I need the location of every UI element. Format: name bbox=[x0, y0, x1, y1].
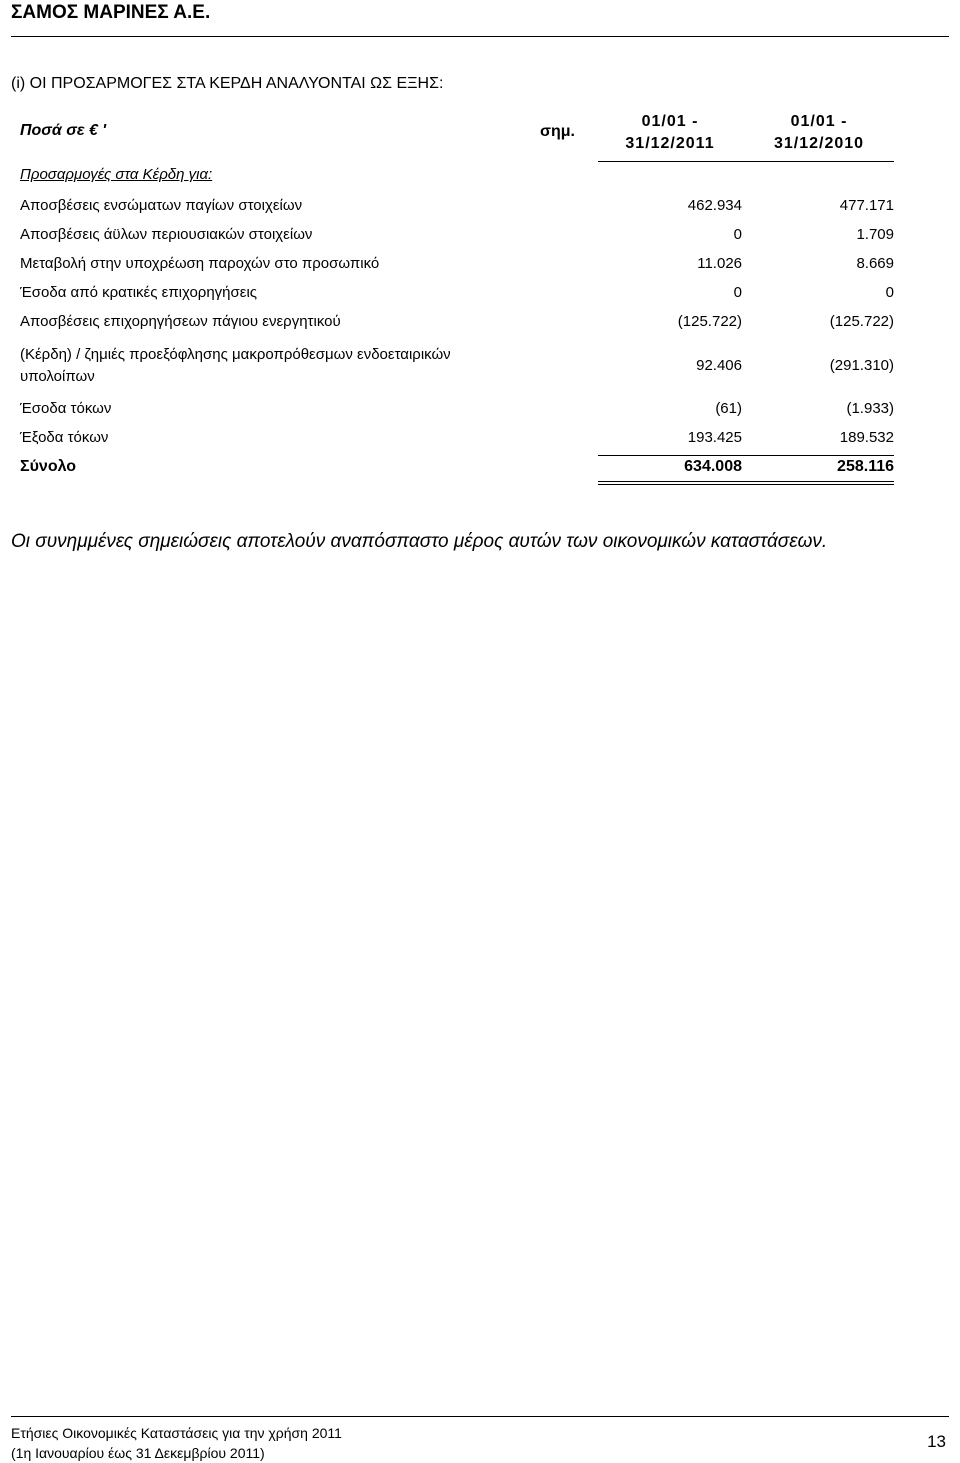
footer bbox=[11, 1423, 342, 1463]
total-double-rule-1 bbox=[598, 481, 894, 482]
row-value-2010: (125.722) bbox=[829, 313, 894, 330]
period-2011-header bbox=[598, 111, 742, 155]
period-2010-header bbox=[744, 111, 894, 155]
footer-line1: Ετήσιες Οικονομικές Καταστάσεις για την χρήση 2011 bbox=[11, 1425, 342, 1441]
row-label: Αποσβέσεις επιχορηγήσεων πάγιου ενεργητικού bbox=[20, 313, 341, 330]
row-value-2011: 0 bbox=[733, 284, 742, 301]
row-value-2011: 92.406 bbox=[696, 357, 742, 374]
row-value-2010: 1.709 bbox=[856, 226, 894, 243]
section-title: (i) ΟΙ ΠΡΟΣΑΡΜΟΓΕΣ ΣΤΑ ΚΕΡΔΗ ΑΝΑΛΥΟΝΤΑΙ ΩΣ ΕΞΗΣ: bbox=[11, 75, 444, 92]
row-label: Έσοδα τόκων bbox=[20, 400, 112, 417]
period-2010-header-line1: 01/01 - bbox=[790, 113, 848, 130]
header-divider bbox=[11, 36, 949, 37]
adjustments-heading: Προσαρμογές στα Κέρδη για: bbox=[20, 166, 213, 183]
row-value-2010: 477.171 bbox=[839, 197, 894, 214]
row-value-2010: (1.933) bbox=[846, 400, 894, 417]
row-label: Μεταβολή στην υποχρέωση παροχών στο προσωπικό bbox=[20, 255, 380, 272]
row-label: Αποσβέσεις άϋλων περιουσιακών στοιχείων bbox=[20, 226, 313, 243]
footer-line2: (1η Ιανουαρίου έως 31 Δεκεμβρίου 2011) bbox=[11, 1445, 265, 1461]
page-number: 13 bbox=[927, 1432, 946, 1451]
total-double-rule-2 bbox=[598, 484, 894, 485]
row-label: Έσοδα από κρατικές επιχορηγήσεις bbox=[20, 284, 258, 301]
row-value-2010: 0 bbox=[885, 284, 894, 301]
row-label bbox=[20, 344, 540, 388]
total-label: Σύνολο bbox=[20, 458, 77, 475]
row-value-2010: (291.310) bbox=[829, 357, 894, 374]
row-label: Έξοδα τόκων bbox=[20, 429, 109, 446]
period-2010-header-line2: 31/12/2010 bbox=[773, 135, 865, 152]
amounts-label: Ποσά σε € ' bbox=[20, 122, 107, 139]
row-value-2011: (125.722) bbox=[677, 313, 742, 330]
row-value-2010: 189.532 bbox=[839, 429, 894, 446]
row-label-line1: (Κέρδη) / ζημιές προεξόφλησης μακροπρόθεσμων ενδοεταιρικών bbox=[20, 346, 451, 363]
row-value-2010: 8.669 bbox=[856, 255, 894, 272]
footer-divider bbox=[11, 1416, 949, 1417]
total-value-2010: 258.116 bbox=[837, 458, 894, 475]
row-value-2011: 11.026 bbox=[697, 255, 742, 272]
column-header-rule bbox=[598, 161, 894, 162]
note-column-header: σημ. bbox=[540, 123, 575, 140]
period-2011-header-line2: 31/12/2011 bbox=[625, 135, 715, 152]
notes-statement: Οι συνημμένες σημειώσεις αποτελούν αναπόσπαστο μέρος αυτών των οικονομικών καταστάσεων. bbox=[11, 531, 828, 552]
row-value-2011: 0 bbox=[733, 226, 742, 243]
row-label-line2: υπολοίπων bbox=[20, 368, 95, 385]
row-value-2011: (61) bbox=[715, 400, 742, 417]
period-2011-header-line1: 01/01 - bbox=[641, 113, 699, 130]
total-value-2011: 634.008 bbox=[684, 458, 742, 475]
row-label: Αποσβέσεις ενσώματων παγίων στοιχείων bbox=[20, 197, 303, 214]
company-name: ΣΑΜΟΣ ΜΑΡΙΝΕΣ Α.Ε. bbox=[11, 2, 211, 23]
row-value-2011: 193.425 bbox=[687, 429, 742, 446]
row-value-2011: 462.934 bbox=[687, 197, 742, 214]
